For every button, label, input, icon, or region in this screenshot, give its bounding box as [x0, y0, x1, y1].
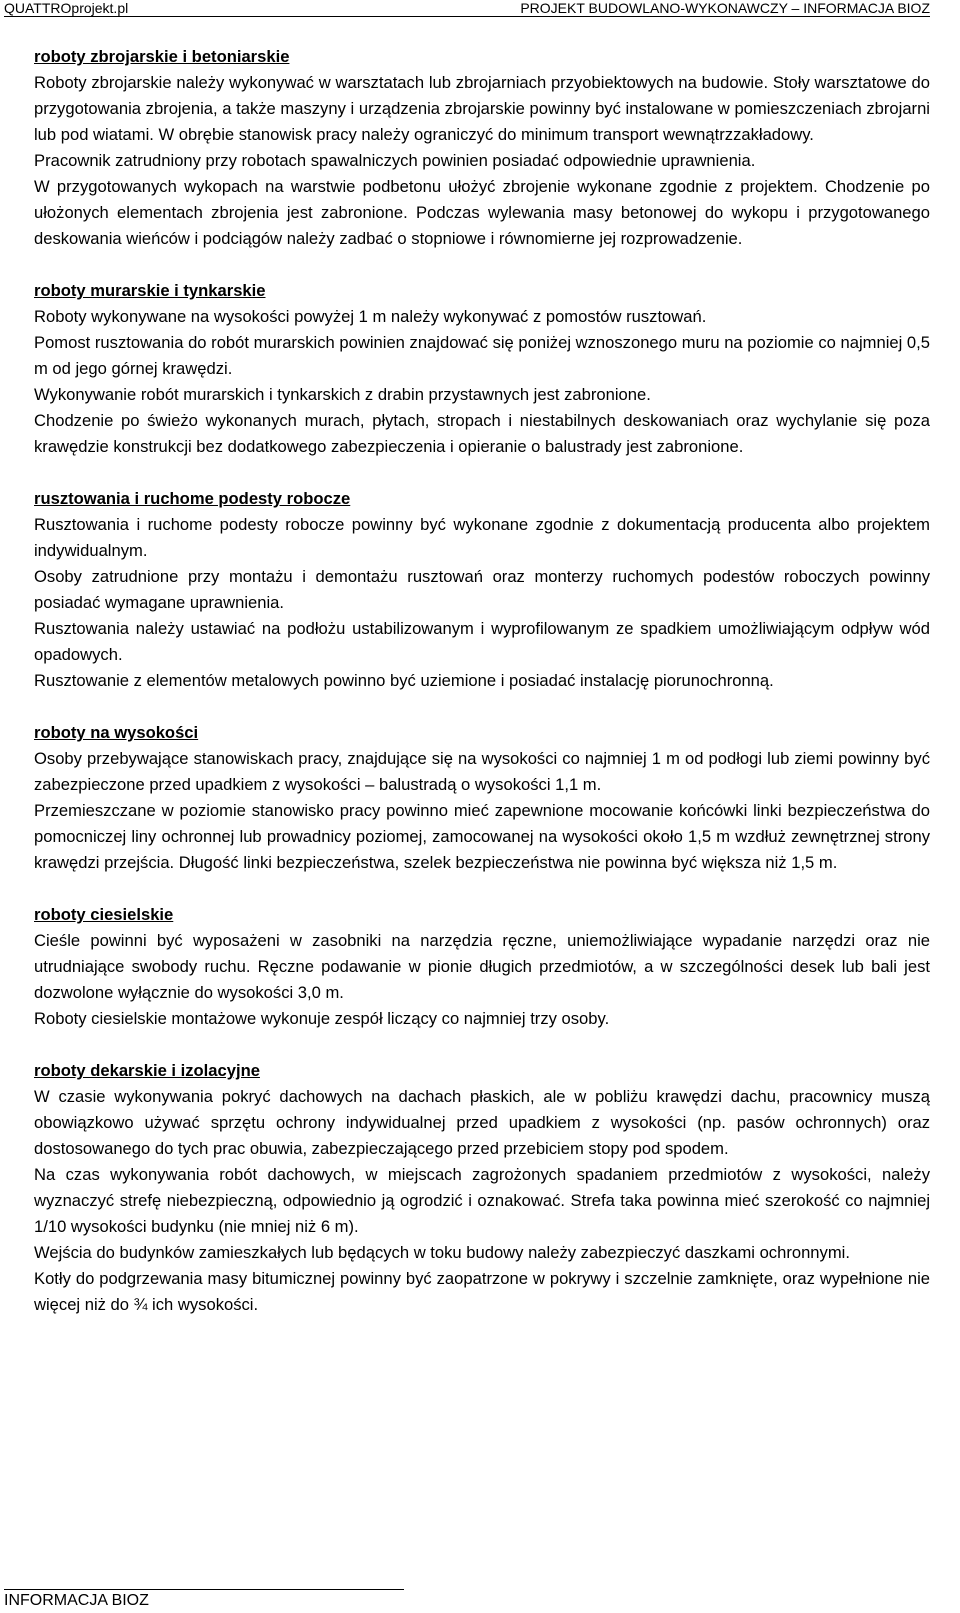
header-rule — [4, 16, 930, 17]
section — [34, 278, 930, 460]
paragraph: Roboty ciesielskie montażowe wykonuje zespół liczący co najmniej trzy osoby. — [34, 1009, 610, 1028]
header-site-name: QUATTROprojekt.pl — [4, 0, 129, 16]
paragraph: Pracownik zatrudniony przy robotach spawalniczych powinien posiadać odpowiednie uprawnienia. — [34, 151, 756, 170]
section — [34, 720, 930, 876]
paragraph: Cieśle powinni być wyposażeni w zasobniki na narzędzia ręczne, uniemożliwiające wypadanie narzędzi oraz nie utrudniające swobody ruchu. Ręczne podawanie w pionie długich przedmiotów, a w szczególności desek lub bali jest dozwolone wyłącznie do wysokości 3,0 m. — [34, 931, 930, 1002]
paragraph: Wejścia do budynków zamieszkałych lub będących w toku budowy należy zabezpieczyć daszkami ochronnymi. — [34, 1243, 850, 1262]
paragraph: Wykonywanie robót murarskich i tynkarskich z drabin przystawnych jest zabronione. — [34, 385, 651, 404]
section-heading: roboty dekarskie i izolacyjne — [34, 1061, 260, 1080]
section — [34, 1058, 930, 1318]
header-document-title: PROJEKT BUDOWLANO-WYKONAWCZY – INFORMACJA BIOZ — [520, 0, 930, 16]
paragraph: Osoby przebywające stanowiskach pracy, znajdujące się na wysokości co najmniej 1 m od podłogi lub ziemi powinny być zabezpieczone przed upadkiem z wysokości – balustradą o wysokości 1,1 m. — [34, 749, 930, 794]
section — [34, 902, 930, 1032]
paragraph: W przygotowanych wykopach na warstwie podbetonu ułożyć zbrojenie wykonane zgodnie z projektem. Chodzenie po ułożonych elementach zbrojenia jest zabronione. Podczas wylewania masy betonowej do wykopu i przygotowanego deskowania wieńców i podciągów należy zadbać o stopniowe i równomierne jej rozprowadzenie. — [34, 177, 930, 248]
paragraph: Roboty wykonywane na wysokości powyżej 1 m należy wykonywać z pomostów rusztowań. — [34, 307, 707, 326]
paragraph: Pomost rusztowania do robót murarskich powinien znajdować się poniżej wznoszonego muru na poziomie co najmniej 0,5 m od jego górnej krawędzi. — [34, 333, 930, 378]
paragraph: Rusztowania i ruchome podesty robocze powinny być wykonane zgodnie z dokumentacją producenta albo projektem indywidualnym. — [34, 515, 930, 560]
page-header — [0, 0, 960, 16]
section-heading: roboty ciesielskie — [34, 905, 174, 924]
section — [34, 486, 930, 694]
section — [34, 44, 930, 252]
paragraph: Rusztowanie z elementów metalowych powinno być uziemione i posiadać instalację piorunochronną. — [34, 671, 774, 690]
paragraph: Rusztowania należy ustawiać na podłożu ustabilizowanym i wyprofilowanym ze spadkiem umożliwiającym odpływ wód opadowych. — [34, 619, 930, 664]
document-body — [34, 44, 930, 1344]
paragraph: Kotły do podgrzewania masy bitumicznej powinny być zaopatrzone w pokrywy i szczelnie zamknięte, oraz wypełnione nie więcej niż do ¾ ich wysokości. — [34, 1269, 930, 1314]
paragraph: Roboty zbrojarskie należy wykonywać w warsztatach lub zbrojarniach przyobiektowych na budowie. Stoły warsztatowe do przygotowania zbrojenia, a także maszyny i urządzenia zbrojarskie powinny być instalowane w pomieszczeniach zbrojarni lub pod wiatami. W obrębie stanowisk pracy należy ograniczyć do minimum transport wewnątrzzakładowy. — [34, 73, 930, 144]
section-heading: roboty murarskie i tynkarskie — [34, 281, 266, 300]
section-heading: roboty na wysokości — [34, 723, 199, 742]
paragraph: Osoby zatrudnione przy montażu i demontażu rusztowań oraz monterzy ruchomych podestów roboczych powinny posiadać wymagane uprawnienia. — [34, 567, 930, 612]
section-heading: roboty zbrojarskie i betoniarskie — [34, 47, 290, 66]
paragraph: Przemieszczane w poziomie stanowisko pracy powinno mieć zapewnione mocowanie końcówki linki bezpieczeństwa do pomocniczej liny ochronnej lub prowadnicy poziomej, zamocowanej na wysokości około 1,5 m wzdłuż zewnętrznej strony krawędzi przejścia. Długość linki bezpieczeństwa, szelek bezpieczeństwa nie powinna być większa niż 1,5 m. — [34, 801, 930, 872]
paragraph: Chodzenie po świeżo wykonanych murach, płytach, stropach i niestabilnych deskowaniach oraz wychylanie się poza krawędzie konstrukcji bez dodatkowego zabezpieczenia i opieranie o balustrady jest zabronione. — [34, 411, 930, 456]
section-heading: rusztowania i ruchome podesty robocze — [34, 489, 351, 508]
page-footer — [4, 1592, 149, 1610]
paragraph: W czasie wykonywania pokryć dachowych na dachach płaskich, ale w pobliżu krawędzi dachu, pracownicy muszą obowiązkowo używać sprzętu ochrony indywidualnej przed upadkiem z wysokości (np. pasów ochronnych) oraz dostosowanego do tych prac obuwia, zabezpieczającego przed przebiciem stopy pod spodem. — [34, 1087, 930, 1158]
footer-label: INFORMACJA BIOZ — [4, 1592, 149, 1609]
footer-rule — [4, 1589, 404, 1590]
paragraph: Na czas wykonywania robót dachowych, w miejscach zagrożonych spadaniem przedmiotów z wysokości, należy wyznaczyć strefę niebezpieczną, odpowiednio ją ogrodzić i oznakować. Strefa taka powinna mieć szerokość co najmniej 1/10 wysokości budynku (nie mniej niż 6 m). — [34, 1165, 930, 1236]
